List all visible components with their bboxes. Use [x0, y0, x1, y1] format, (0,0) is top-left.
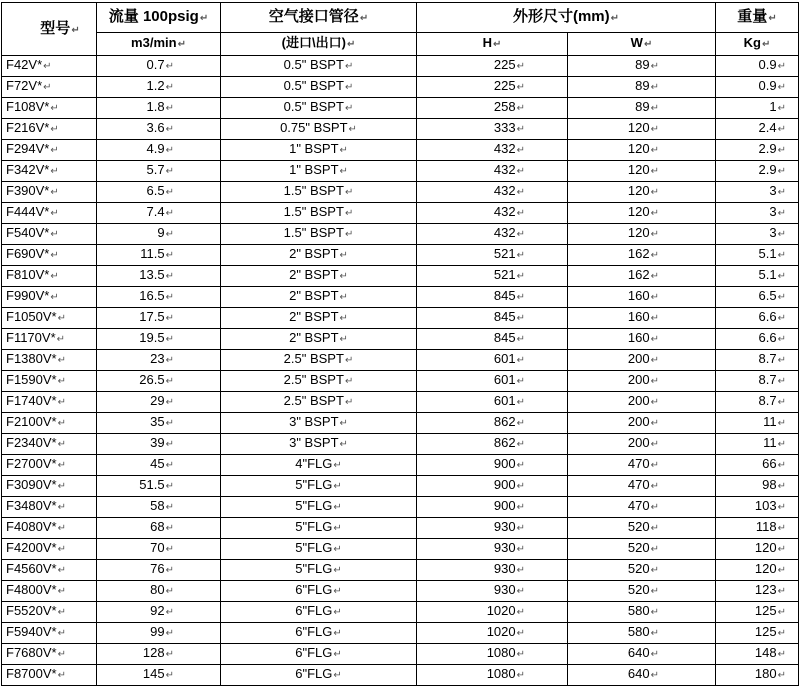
cell-flow: 51.5↵ — [97, 476, 221, 497]
table-row — [2, 602, 799, 623]
table-row — [2, 266, 799, 287]
cell-weight: 2.9↵ — [716, 161, 799, 182]
cell-model: F2700V*↵ — [2, 455, 97, 476]
cell-height: 432↵ — [417, 224, 568, 245]
cell-model: F4080V*↵ — [2, 518, 97, 539]
cell-flow: 13.5↵ — [97, 266, 221, 287]
cell-width: 200↵ — [568, 392, 716, 413]
cell-flow: 0.7↵ — [97, 56, 221, 77]
cell-flow: 7.4↵ — [97, 203, 221, 224]
cell-width: 160↵ — [568, 287, 716, 308]
table-row — [2, 539, 799, 560]
cell-width: 200↵ — [568, 350, 716, 371]
cell-port: 0.75" BSPT↵ — [221, 119, 417, 140]
cell-weight: 118↵ — [716, 518, 799, 539]
header-port: 空气接口管径↵ — [221, 3, 417, 33]
header-dimensions: 外形尺寸(mm)↵ — [417, 3, 716, 33]
cell-height: 432↵ — [417, 161, 568, 182]
cell-model: F990V*↵ — [2, 287, 97, 308]
cell-height: 225↵ — [417, 77, 568, 98]
cell-width: 520↵ — [568, 581, 716, 602]
cell-height: 930↵ — [417, 560, 568, 581]
table-row — [2, 476, 799, 497]
cell-width: 160↵ — [568, 308, 716, 329]
cell-flow: 1.8↵ — [97, 98, 221, 119]
cell-width: 470↵ — [568, 476, 716, 497]
cell-weight: 5.1↵ — [716, 266, 799, 287]
table-row — [2, 518, 799, 539]
cell-weight: 11↵ — [716, 413, 799, 434]
cell-weight: 2.4↵ — [716, 119, 799, 140]
cell-port: 1" BSPT↵ — [221, 140, 417, 161]
cell-port: 1.5" BSPT↵ — [221, 224, 417, 245]
cell-port: 6"FLG↵ — [221, 623, 417, 644]
cell-height: 1080↵ — [417, 644, 568, 665]
cell-flow: 29↵ — [97, 392, 221, 413]
cell-height: 930↵ — [417, 518, 568, 539]
table-row — [2, 644, 799, 665]
cell-model: F1590V*↵ — [2, 371, 97, 392]
header-dim-h: H↵ — [417, 33, 568, 56]
cell-weight: 0.9↵ — [716, 56, 799, 77]
cell-flow: 5.7↵ — [97, 161, 221, 182]
cell-height: 521↵ — [417, 266, 568, 287]
cell-weight: 66↵ — [716, 455, 799, 476]
cell-weight: 3↵ — [716, 182, 799, 203]
cell-port: 3" BSPT↵ — [221, 434, 417, 455]
cell-port: 2" BSPT↵ — [221, 308, 417, 329]
cell-model: F5940V*↵ — [2, 623, 97, 644]
cell-width: 470↵ — [568, 497, 716, 518]
cell-height: 862↵ — [417, 434, 568, 455]
cell-flow: 80↵ — [97, 581, 221, 602]
cell-flow: 128↵ — [97, 644, 221, 665]
cell-port: 2" BSPT↵ — [221, 329, 417, 350]
table-row — [2, 497, 799, 518]
cell-port: 0.5" BSPT↵ — [221, 77, 417, 98]
cell-weight: 6.5↵ — [716, 287, 799, 308]
header-row-2 — [2, 33, 799, 56]
cell-weight: 125↵ — [716, 623, 799, 644]
cell-height: 601↵ — [417, 371, 568, 392]
cell-height: 1020↵ — [417, 602, 568, 623]
cell-weight: 120↵ — [716, 560, 799, 581]
cell-model: F690V*↵ — [2, 245, 97, 266]
table-row — [2, 56, 799, 77]
table-row — [2, 203, 799, 224]
table-row — [2, 161, 799, 182]
cell-port: 6"FLG↵ — [221, 602, 417, 623]
cell-height: 900↵ — [417, 476, 568, 497]
cell-width: 89↵ — [568, 77, 716, 98]
cell-model: F4560V*↵ — [2, 560, 97, 581]
cell-width: 640↵ — [568, 665, 716, 686]
cell-weight: 3↵ — [716, 224, 799, 245]
cell-width: 200↵ — [568, 371, 716, 392]
cell-weight: 148↵ — [716, 644, 799, 665]
cell-height: 601↵ — [417, 392, 568, 413]
cell-weight: 103↵ — [716, 497, 799, 518]
cell-flow: 16.5↵ — [97, 287, 221, 308]
cell-flow: 68↵ — [97, 518, 221, 539]
cell-port: 5"FLG↵ — [221, 518, 417, 539]
cell-width: 200↵ — [568, 413, 716, 434]
cell-width: 160↵ — [568, 329, 716, 350]
table-row — [2, 329, 799, 350]
cell-flow: 6.5↵ — [97, 182, 221, 203]
table-row — [2, 665, 799, 686]
cell-height: 432↵ — [417, 140, 568, 161]
cell-port: 0.5" BSPT↵ — [221, 56, 417, 77]
table-row — [2, 140, 799, 161]
cell-flow: 4.9↵ — [97, 140, 221, 161]
cell-port: 2.5" BSPT↵ — [221, 371, 417, 392]
cell-height: 845↵ — [417, 329, 568, 350]
cell-height: 845↵ — [417, 308, 568, 329]
cell-weight: 8.7↵ — [716, 371, 799, 392]
cell-height: 900↵ — [417, 455, 568, 476]
cell-width: 89↵ — [568, 56, 716, 77]
cell-flow: 58↵ — [97, 497, 221, 518]
cell-model: F390V*↵ — [2, 182, 97, 203]
header-weight: 重量↵ — [716, 3, 799, 33]
cell-model: F2100V*↵ — [2, 413, 97, 434]
cell-flow: 145↵ — [97, 665, 221, 686]
cell-width: 640↵ — [568, 644, 716, 665]
cell-model: F3090V*↵ — [2, 476, 97, 497]
cell-weight: 123↵ — [716, 581, 799, 602]
cell-model: F1050V*↵ — [2, 308, 97, 329]
cell-port: 5"FLG↵ — [221, 497, 417, 518]
cell-width: 200↵ — [568, 434, 716, 455]
cell-model: F72V*↵ — [2, 77, 97, 98]
cell-height: 862↵ — [417, 413, 568, 434]
cell-width: 120↵ — [568, 224, 716, 245]
cell-model: F3480V*↵ — [2, 497, 97, 518]
table-body — [2, 56, 799, 686]
cell-flow: 3.6↵ — [97, 119, 221, 140]
cell-height: 225↵ — [417, 56, 568, 77]
cell-flow: 45↵ — [97, 455, 221, 476]
header-flow-unit: m3/min↵ — [97, 33, 221, 56]
cell-model: F8700V*↵ — [2, 665, 97, 686]
cell-port: 5"FLG↵ — [221, 560, 417, 581]
cell-width: 162↵ — [568, 245, 716, 266]
spec-table — [1, 2, 799, 686]
header-flow: 流量 100psig↵ — [97, 3, 221, 33]
table-row — [2, 98, 799, 119]
cell-model: F4800V*↵ — [2, 581, 97, 602]
table-row — [2, 413, 799, 434]
cell-port: 1.5" BSPT↵ — [221, 182, 417, 203]
table-row — [2, 182, 799, 203]
cell-weight: 120↵ — [716, 539, 799, 560]
cell-height: 930↵ — [417, 581, 568, 602]
cell-port: 2" BSPT↵ — [221, 287, 417, 308]
cell-flow: 39↵ — [97, 434, 221, 455]
cell-flow: 26.5↵ — [97, 371, 221, 392]
cell-flow: 70↵ — [97, 539, 221, 560]
cell-model: F42V*↵ — [2, 56, 97, 77]
cell-flow: 23↵ — [97, 350, 221, 371]
cell-width: 470↵ — [568, 455, 716, 476]
cell-model: F7680V*↵ — [2, 644, 97, 665]
table-row — [2, 434, 799, 455]
cell-weight: 180↵ — [716, 665, 799, 686]
table-row — [2, 119, 799, 140]
cell-model: F4200V*↵ — [2, 539, 97, 560]
cell-width: 120↵ — [568, 119, 716, 140]
cell-height: 601↵ — [417, 350, 568, 371]
cell-model: F444V*↵ — [2, 203, 97, 224]
cell-weight: 11↵ — [716, 434, 799, 455]
cell-height: 333↵ — [417, 119, 568, 140]
table-row — [2, 308, 799, 329]
cell-width: 520↵ — [568, 518, 716, 539]
table-row — [2, 287, 799, 308]
cell-flow: 99↵ — [97, 623, 221, 644]
cell-model: F1740V*↵ — [2, 392, 97, 413]
cell-weight: 0.9↵ — [716, 77, 799, 98]
cell-model: F810V*↵ — [2, 266, 97, 287]
cell-height: 845↵ — [417, 287, 568, 308]
cell-port: 1.5" BSPT↵ — [221, 203, 417, 224]
cell-weight: 2.9↵ — [716, 140, 799, 161]
table-row — [2, 560, 799, 581]
cell-height: 1080↵ — [417, 665, 568, 686]
table-row — [2, 623, 799, 644]
cell-model: F342V*↵ — [2, 161, 97, 182]
cell-port: 4"FLG↵ — [221, 455, 417, 476]
table-row — [2, 455, 799, 476]
cell-weight: 125↵ — [716, 602, 799, 623]
cell-port: 6"FLG↵ — [221, 644, 417, 665]
cell-weight: 6.6↵ — [716, 329, 799, 350]
cell-weight: 3↵ — [716, 203, 799, 224]
cell-flow: 35↵ — [97, 413, 221, 434]
cell-width: 120↵ — [568, 161, 716, 182]
cell-model: F540V*↵ — [2, 224, 97, 245]
cell-model: F216V*↵ — [2, 119, 97, 140]
table-row — [2, 350, 799, 371]
cell-width: 89↵ — [568, 98, 716, 119]
cell-weight: 8.7↵ — [716, 350, 799, 371]
cell-port: 6"FLG↵ — [221, 665, 417, 686]
cell-width: 520↵ — [568, 560, 716, 581]
table-row — [2, 245, 799, 266]
cell-height: 258↵ — [417, 98, 568, 119]
cell-height: 432↵ — [417, 182, 568, 203]
table-row — [2, 581, 799, 602]
cell-port: 2" BSPT↵ — [221, 266, 417, 287]
table-row — [2, 371, 799, 392]
cell-weight: 8.7↵ — [716, 392, 799, 413]
cell-flow: 1.2↵ — [97, 77, 221, 98]
cell-model: F1170V*↵ — [2, 329, 97, 350]
cell-flow: 76↵ — [97, 560, 221, 581]
cell-model: F108V*↵ — [2, 98, 97, 119]
cell-model: F294V*↵ — [2, 140, 97, 161]
cell-flow: 92↵ — [97, 602, 221, 623]
cell-weight: 5.1↵ — [716, 245, 799, 266]
cell-width: 120↵ — [568, 182, 716, 203]
cell-port: 2.5" BSPT↵ — [221, 350, 417, 371]
header-weight-unit: Kg↵ — [716, 33, 799, 56]
header-dim-w: W↵ — [568, 33, 716, 56]
header-row-1 — [2, 3, 799, 33]
cell-flow: 17.5↵ — [97, 308, 221, 329]
cell-flow: 11.5↵ — [97, 245, 221, 266]
cell-height: 930↵ — [417, 539, 568, 560]
cell-port: 5"FLG↵ — [221, 476, 417, 497]
cell-width: 580↵ — [568, 602, 716, 623]
header-model: 型号↵ — [2, 3, 97, 56]
cell-height: 1020↵ — [417, 623, 568, 644]
header-port-sub: (进口\出口)↵ — [221, 33, 417, 56]
cell-model: F1380V*↵ — [2, 350, 97, 371]
cell-model: F5520V*↵ — [2, 602, 97, 623]
cell-flow: 19.5↵ — [97, 329, 221, 350]
cell-width: 162↵ — [568, 266, 716, 287]
cell-port: 6"FLG↵ — [221, 581, 417, 602]
table-row — [2, 392, 799, 413]
cell-port: 0.5" BSPT↵ — [221, 98, 417, 119]
table-row — [2, 224, 799, 245]
cell-port: 5"FLG↵ — [221, 539, 417, 560]
cell-height: 900↵ — [417, 497, 568, 518]
cell-width: 580↵ — [568, 623, 716, 644]
cell-width: 120↵ — [568, 140, 716, 161]
cell-port: 1" BSPT↵ — [221, 161, 417, 182]
cell-model: F2340V*↵ — [2, 434, 97, 455]
cell-height: 521↵ — [417, 245, 568, 266]
cell-weight: 98↵ — [716, 476, 799, 497]
cell-port: 2.5" BSPT↵ — [221, 392, 417, 413]
cell-width: 520↵ — [568, 539, 716, 560]
cell-port: 2" BSPT↵ — [221, 245, 417, 266]
cell-weight: 1↵ — [716, 98, 799, 119]
cell-flow: 9↵ — [97, 224, 221, 245]
table-row — [2, 77, 799, 98]
cell-height: 432↵ — [417, 203, 568, 224]
cell-width: 120↵ — [568, 203, 716, 224]
cell-weight: 6.6↵ — [716, 308, 799, 329]
cell-port: 3" BSPT↵ — [221, 413, 417, 434]
